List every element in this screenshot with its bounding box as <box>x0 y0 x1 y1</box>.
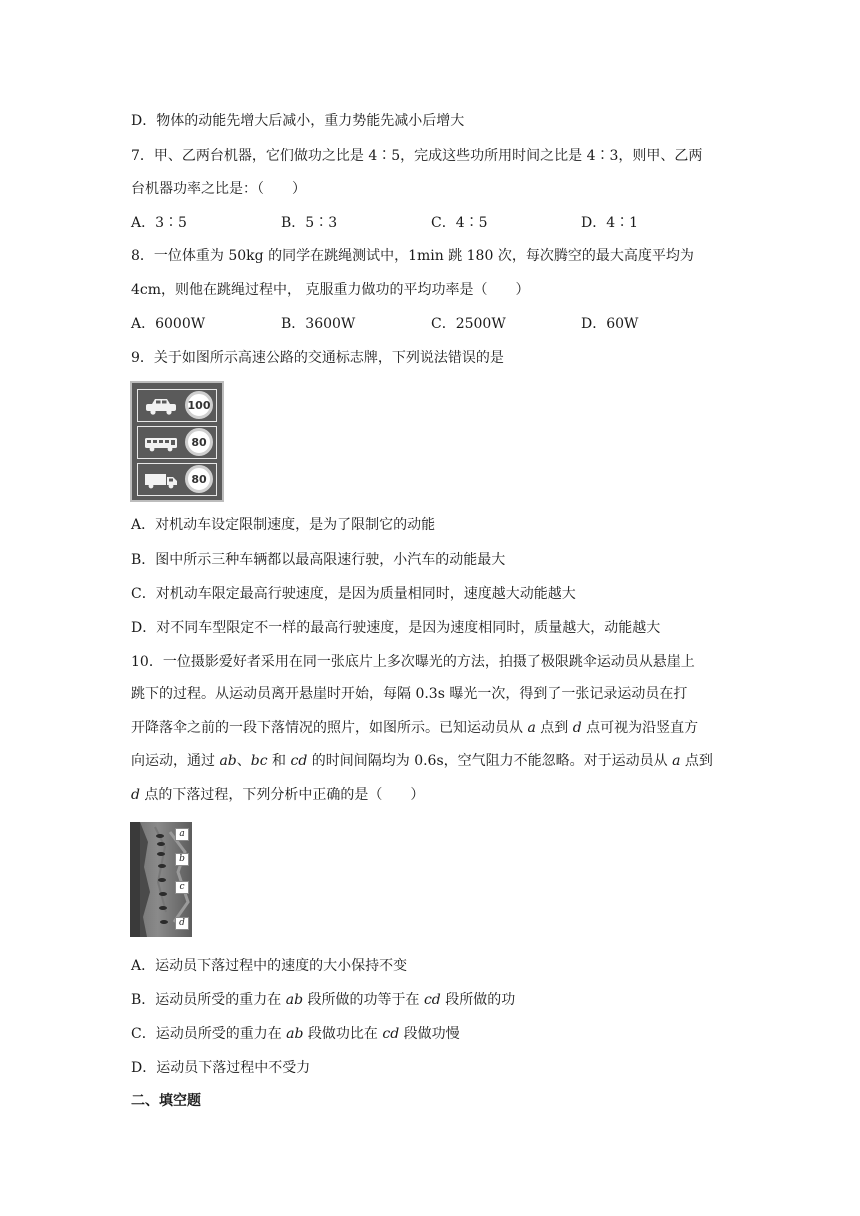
sign-row-truck <box>137 463 217 496</box>
q10-stem-line2: 跳下的过程。从运动员离开悬崖时开始，每隔 0.3s 曝光一次，得到了一张记录运动员在打 <box>131 686 688 702</box>
photo-label-c: c <box>175 881 189 894</box>
q9-option-a: A．对机动车设定限制速度，是为了限制它的动能 <box>131 517 436 533</box>
q7-stem-line1: 7．甲、乙两台机器，它们做功之比是 4∶5，完成这些功所用时间之比是 4∶3，则甲、乙两 <box>131 148 703 164</box>
q8-stem-line2: 4cm，则他在跳绳过程中， 克服重力做功的平均功率是（ ） <box>131 282 530 298</box>
q10-stem-line5: d 点的下落过程，下列分析中正确的是（ ） <box>131 787 425 803</box>
q10-stem-line4: 向运动，通过 ab、bc 和 cd 的时间间隔均为 0.6s，空气阻力不能忽略。对于运动员从 a 点到 <box>131 753 713 769</box>
speed-limit-sign <box>130 381 224 502</box>
q10-option-b: B．运动员所受的重力在 ab 段所做的功等于在 cd 段所做的功 <box>131 992 516 1008</box>
q10-option-d: D．运动员下落过程中不受力 <box>131 1060 311 1076</box>
q8-stem-line1: 8．一位体重为 50kg 的同学在跳绳测试中，1min 跳 180 次，每次腾空的最大高度平均为 <box>131 248 694 264</box>
q7-options <box>131 212 731 234</box>
q10-option-a: A．运动员下落过程中的速度的大小保持不变 <box>131 958 408 974</box>
speed-limit-80-truck: 80 <box>185 465 213 493</box>
q7-option-b: B．5∶3 <box>281 215 338 231</box>
q8-option-a: A．6000W <box>131 316 206 332</box>
q7-option-c: C．4∶5 <box>431 215 488 231</box>
photo-label-d: d <box>175 917 189 930</box>
q8-options <box>131 313 731 335</box>
q7-option-a: A．3∶5 <box>131 215 187 231</box>
q7-option-d: D．4∶1 <box>581 215 639 231</box>
speed-limit-100: 100 <box>185 391 213 419</box>
q6-option-d: D．物体的动能先增大后减小，重力势能先减小后增大 <box>131 113 465 129</box>
truck-icon <box>144 471 178 489</box>
q7-stem-line2: 台机器功率之比是：（ ） <box>131 181 306 197</box>
bus-icon <box>144 434 178 452</box>
q9-option-c: C．对机动车限定最高行驶速度，是因为质量相同时，速度越大动能越大 <box>131 586 576 602</box>
q8-option-b: B．3600W <box>281 316 356 332</box>
photo-label-a: a <box>175 828 189 841</box>
q9-option-d: D．对不同车型限定不一样的最高行驶速度，是因为速度相同时，质量越大，动能越大 <box>131 620 661 636</box>
sign-row-car <box>137 389 217 422</box>
sign-row-bus <box>137 426 217 459</box>
speed-limit-80-bus: 80 <box>185 428 213 456</box>
q8-option-c: C．2500W <box>431 316 506 332</box>
q10-stem-line3: 开降落伞之前的一段下落情况的照片，如图所示。已知运动员从 a 点到 d 点可视为沿竖直方 <box>131 720 699 736</box>
q8-option-d: D．60W <box>581 316 639 332</box>
q10-stem-line1: 10．一位摄影爱好者采用在同一张底片上多次曝光的方法，拍摄了极限跳伞运动员从悬崖上 <box>131 654 695 670</box>
q9-option-b: B．图中所示三种车辆都以最高限速行驶，小汽车的动能最大 <box>131 552 506 568</box>
photo-label-b: b <box>175 853 189 866</box>
car-icon <box>144 397 178 415</box>
q9-stem: 9．关于如图所示高速公路的交通标志牌，下列说法错误的是 <box>131 350 504 366</box>
skydiver-photo <box>130 822 192 937</box>
q10-option-c: C．运动员所受的重力在 ab 段做功比在 cd 段做功慢 <box>131 1026 460 1042</box>
section-heading-fill-in: 二、填空题 <box>131 1093 201 1109</box>
